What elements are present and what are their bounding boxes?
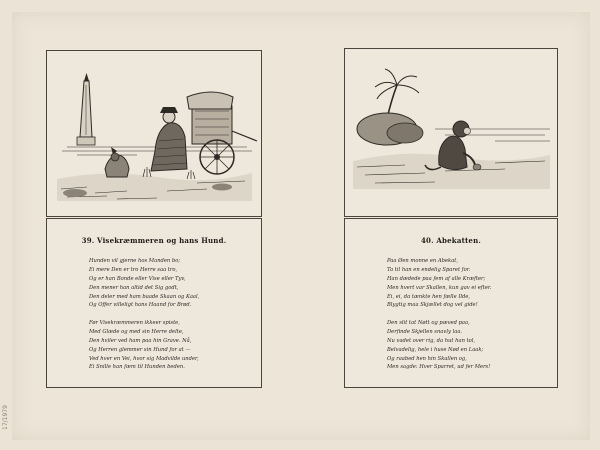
verse-line: Nu vadet over rig, da hut han tol,: [387, 337, 476, 344]
verse-line: Den mener han altid det Sig godt,: [89, 284, 179, 291]
verse-line: Og er han Bonde eller Vise eller Tyv,: [89, 275, 186, 282]
verse-line: Belvadelig, hele i huse Nød en Laak;: [387, 346, 484, 353]
verse-line: Før Visekræmmeren ikkeer spiste,: [89, 320, 180, 326]
stanza-left-1: [89, 257, 199, 310]
verse-line: Derfinde Skjellen snavly laa.: [387, 328, 463, 335]
verse-line: Han dædede paa fem af alle Kræfter;: [387, 275, 486, 282]
print-sheet: [12, 12, 590, 440]
verse-line: Men sagde: Hver Sparret, ud fer Mers!: [387, 364, 491, 371]
verse-line: Ei mere Den er tro Herre saa tro,: [89, 266, 178, 273]
peddler-and-dog-illustration: [47, 51, 261, 216]
monkey-illustration: [345, 49, 557, 216]
illustration-frame-left: [46, 50, 262, 217]
verse-line: Den hviler ved ham paa hin Grave. Nå,: [89, 337, 192, 344]
verse-line: Men hvert var Skallen, kun gav ei efter.: [387, 284, 492, 291]
verse-line: Og raabed hen hin Skallen og,: [387, 355, 467, 362]
illustration-frame-right: [344, 48, 558, 217]
stanza-right-2: [387, 319, 490, 372]
panel-title-left: 39. Visekræmmeren og hans Hund.: [81, 236, 227, 245]
verse-line: Ta til han en endelig Sparet for.: [387, 266, 471, 273]
stanza-left-2: [89, 319, 199, 372]
archive-mark: 17/1979: [2, 405, 9, 430]
text-frame-left: [46, 218, 262, 388]
verse-line: Med Glæde og med sin Herre delte,: [89, 328, 184, 335]
stanza-right-1: [387, 257, 491, 310]
text-frame-right: [344, 218, 558, 388]
verse-line: Og Herren glemmer sin Hund for at —: [89, 346, 191, 353]
verse-line: Den deler med ham baade Skaan og Kaal,: [89, 293, 200, 300]
verse-line: Den slit tat Nøtt og pæved paa,: [387, 320, 470, 326]
verse-line: Ved hver en Vei, hvor sig Madvilde under,: [89, 355, 199, 362]
verse-line: Blygtig maa Skjællet dog vel gide!: [387, 302, 478, 309]
panel-title-right: 40. Abekatten.: [420, 236, 482, 245]
verse-line: Ei, ei, da tænkte hen fælle Ilde,: [387, 293, 471, 300]
verse-line: Hunden vil gjerne hos Manden bo;: [89, 258, 181, 264]
verse-line: Og Offer villeligt hans Haand for Brød.: [89, 302, 192, 309]
verse-line: Ei Snille han fæm til Hunden beden.: [89, 364, 185, 371]
verse-line: Paa Øen monne en Abekat,: [387, 258, 459, 264]
